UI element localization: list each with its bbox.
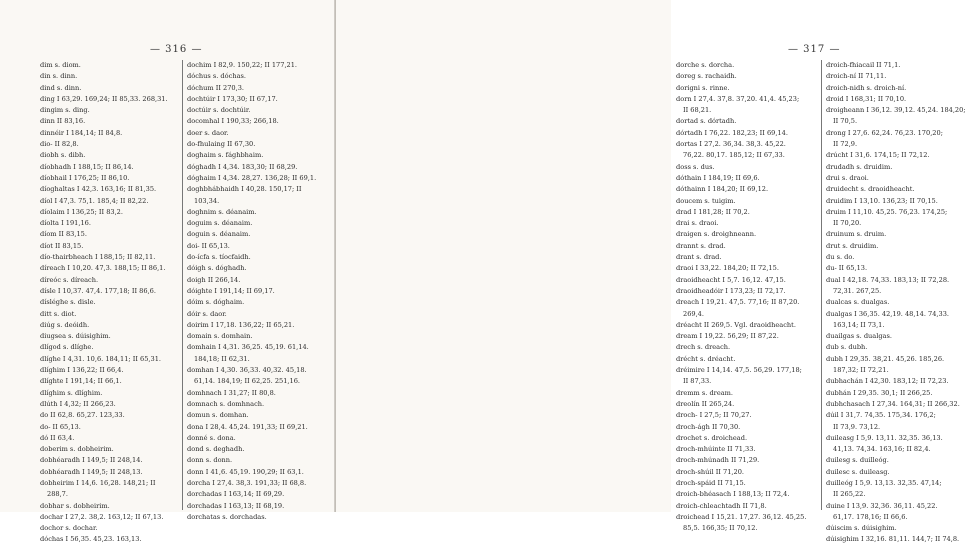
index-entry: dona I 28,4. 45,24. 191,33; II 69,21. — [187, 422, 308, 431]
index-entry: drad I 181,28; II 70,2. — [676, 207, 750, 216]
index-entry: diobh s. dibh. — [40, 151, 86, 160]
index-entry: dóchus s. dóchas. — [187, 72, 246, 81]
index-entry: díobhadh I 188,15; II 86,14. — [40, 162, 134, 171]
index-entry: 76,22. 80,17. 185,12; II 67,33. — [683, 151, 785, 160]
index-entry: drech s. dreach. — [676, 343, 731, 352]
index-entry: díreóc s. díreach. — [40, 275, 99, 284]
index-entry: duailgas s. dualgas. — [826, 332, 892, 341]
index-entry: dorn I 27,4. 37,8. 37,20. 41,4. 45,23; — [676, 94, 800, 103]
index-entry: díom II 83,15. — [40, 230, 87, 239]
index-entry: ding I 63,29. 169,24; II 85,33. 268,31. — [40, 94, 168, 103]
index-entry: domain s. domhain. — [187, 332, 253, 341]
index-entry: dío-thairbheach I 188,15; II 82,11. — [40, 253, 156, 262]
index-entry: dúiscim s. dúisighim. — [826, 524, 897, 533]
index-entry: dlíghe I 4,31. 10,6. 184,11; II 65,31. — [40, 354, 162, 363]
index-entry: 85,5. 166,35; II 70,12. — [683, 524, 758, 533]
index-column-left-1 — [40, 60, 177, 544]
index-entry: díreach I 10,20. 47,3. 188,15; II 86,1. — [40, 264, 166, 273]
page-number-right: — 317 — — [788, 44, 841, 55]
index-entry: dóighte I 191,14; II 69,17. — [187, 286, 275, 295]
index-entry: 184,18; II 62,31. — [194, 354, 250, 363]
index-entry: doguim s. déanaim. — [187, 219, 253, 228]
index-entry: dochar I 27,2. 38,2. 163,12; II 67,13. — [40, 512, 164, 521]
index-entry: II 68,21. — [683, 106, 712, 115]
index-entry: dualgas I 36,35. 42,19. 48,14. 74,33. — [826, 309, 950, 318]
index-entry: dréacht II 269,5. Vgl. draoidheacht. — [676, 320, 796, 329]
left-page — [0, 0, 335, 544]
index-entry: díoghaltas I 42,3. 163,16; II 81,35. — [40, 185, 157, 194]
index-entry: draoi I 33,22. 184,20; II 72,15. — [676, 264, 779, 273]
index-entry: diugsea s. dúisighim. — [40, 332, 111, 341]
index-entry: droch- I 27,5; II 70,27. — [676, 411, 752, 420]
index-entry: droichead I 15,21. 17,27. 36,12. 45,25. — [676, 512, 807, 521]
index-entry: 288,7. — [47, 490, 68, 499]
index-entry: dorche s. dorcha. — [676, 61, 735, 69]
index-entry: domhnach I 31,27; II 80,8. — [187, 388, 276, 397]
index-entry: dorigni s. rinne. — [676, 83, 730, 92]
index-entry: dream I 19,22. 56,29; II 87,22. — [676, 332, 779, 341]
index-entry: 41,13. 74,34. 163,16; II 82,4. — [833, 445, 931, 454]
index-entry: du s. do. — [826, 253, 855, 262]
index-entry: II 70,20. — [833, 219, 862, 228]
index-entry: dísléghe s. disle. — [40, 298, 96, 307]
index-entry: drui s. draoi. — [826, 173, 869, 182]
index-entry: duilleóg I 5,9. 13,13. 32,35. 47,14; — [826, 478, 942, 487]
index-entry: dúisighim I 32,16. 81,11. 144,7; II 74,8. — [826, 535, 960, 544]
index-entry: dingim s. ding. — [40, 106, 90, 115]
index-entry: dochim I 82,9. 150,22; II 177,21. — [187, 61, 298, 69]
index-entry: droich-chleachtadh II 71,8. — [676, 501, 767, 510]
index-entry: donn I 41,6. 45,19. 190,29; II 63,1. — [187, 467, 304, 476]
index-entry: dorcha I 27,4. 38,3. 191,33; II 68,8. — [187, 478, 307, 487]
index-entry: dremm s. dream. — [676, 388, 734, 397]
index-entry: dinnéir I 184,14; II 84,8. — [40, 128, 123, 137]
index-entry: ditt s. diot. — [40, 309, 77, 318]
index-entry: dísle I 10,37. 47,4. 177,18; II 86,6. — [40, 286, 156, 295]
index-entry: du- II 65,13. — [826, 264, 868, 273]
index-entry: droch-mhúnadh II 71,29. — [676, 456, 760, 465]
index-entry: droch-ágh II 70,30. — [676, 422, 741, 431]
index-entry: dual I 42,18. 74,33. 183,13; II 72,28. — [826, 275, 950, 284]
index-entry: 103,34. — [194, 196, 220, 205]
index-entry: 61,14. 184,19; II 62,25. 251,16. — [194, 377, 300, 386]
index-entry: druinum s. druim. — [826, 230, 887, 239]
right-page — [336, 0, 966, 544]
index-entry: drant s. drad. — [676, 253, 722, 262]
index-entry: doirim I 17,18. 136,22; II 65,21. — [187, 320, 295, 329]
index-entry: drochet s. droichead. — [676, 433, 748, 442]
index-entry: dochor s. dochar. — [40, 524, 98, 533]
index-entry: droich-nidh s. droich-ní. — [826, 83, 907, 92]
index-entry: dlígod s. dlíghe. — [40, 343, 94, 352]
index-entry: domhan I 4,30. 36,33. 40,32. 45,18. — [187, 366, 307, 375]
index-entry: díolaim I 136,25; II 83,2. — [40, 207, 123, 216]
index-entry: doucem s. tuigim. — [676, 196, 736, 205]
index-entry: duilesg s. duilleóg. — [826, 456, 889, 465]
index-entry: díol I 47,3. 75,1. 185,4; II 82,22. — [40, 196, 149, 205]
index-column-right-2 — [821, 60, 971, 544]
index-entry: 187,32; II 72,21. — [833, 366, 889, 375]
index-entry: droich-fhiacail II 71,1. — [826, 61, 901, 69]
index-entry: druim I 11,10. 45,25. 76,23. 174,25; — [826, 207, 948, 216]
index-entry: díolta I 191,16. — [40, 219, 91, 228]
index-entry: dubhchasach I 27,34. 164,31; II 266,32. — [826, 399, 960, 408]
index-entry: droich-ní II 71,11. — [826, 72, 887, 81]
index-entry: dóchum II 270,3. — [187, 83, 245, 92]
page-number-left: — 316 — — [150, 44, 203, 55]
index-entry: dortad s. dórtadh. — [676, 117, 737, 126]
index-entry: drécht s. dréacht. — [676, 354, 736, 363]
index-entry: druidecht s. draoidheacht. — [826, 185, 915, 194]
index-entry: doss s. dus. — [676, 162, 715, 171]
index-entry: domhain I 4,31. 36,25. 45,19. 61,14. — [187, 343, 309, 352]
index-entry: dóigh s. dóghadh. — [187, 264, 247, 273]
index-entry: dorchadas I 163,14; II 69,29. — [187, 490, 285, 499]
index-entry: dúil I 31,7. 74,35. 175,34. 176,2; — [826, 411, 936, 420]
index-entry: droch-spáid II 71,15. — [676, 478, 746, 487]
index-column-right-1 — [676, 60, 818, 533]
index-entry: drong I 27,6. 62,24. 76,23. 170,20; — [826, 128, 943, 137]
index-entry: 269,4. — [683, 309, 704, 318]
index-entry: dobhéaradh I 149,5; II 248,14. — [40, 456, 143, 465]
index-entry: duileasg I 5,9. 13,11. 32,35. 36,13. — [826, 433, 943, 442]
index-entry: dóir s. daor. — [187, 309, 227, 318]
index-entry: dlíghte I 191,14; II 66,1. — [40, 377, 122, 386]
index-entry: II 73,9. 73,12. — [833, 422, 881, 431]
index-entry: dréimire I 14,14. 47,5. 56,29. 177,18; — [676, 366, 802, 375]
index-entry: do II 62,8. 65,27. 123,33. — [40, 411, 125, 420]
index-entry: díobhail I 176,25; II 86,10. — [40, 173, 130, 182]
index-entry: dórtadh I 76,22. 182,23; II 69,14. — [676, 128, 788, 137]
index-entry: dubhachán I 42,30. 183,12; II 72,23. — [826, 377, 949, 386]
index-entry: dóchas I 56,35. 45,23. 163,13. — [40, 535, 142, 544]
index-entry: dochtúir I 173,30; II 67,17. — [187, 94, 278, 103]
index-entry: dóthain I 184,19; II 69,6. — [676, 173, 760, 182]
index-entry: draigen s. droighneann. — [676, 230, 757, 239]
index-entry: dreach I 19,21. 47,5. 77,16; II 87,20. — [676, 298, 800, 307]
index-entry: droich-bhéasach I 188,13; II 72,4. — [676, 490, 790, 499]
index-entry: domnach s. domhnach. — [187, 399, 265, 408]
index-entry: II 265,22. — [833, 490, 866, 499]
index-entry: dubh I 29,35. 38,21. 45,26. 185,26. — [826, 354, 945, 363]
index-entry: do-ícfa s. tíocfaidh. — [187, 253, 251, 262]
index-entry: doigh II 266,14. — [187, 275, 241, 284]
index-entry: dobhar s. dobheirim. — [40, 501, 110, 510]
index-entry: dinn II 83,16. — [40, 117, 86, 126]
index-entry: dóim s. dóghaim. — [187, 298, 245, 307]
index-entry: II 70,5. — [833, 117, 858, 126]
index-entry: do- II 65,13. — [40, 422, 81, 431]
index-entry: dorchatas s. dorchadas. — [187, 512, 267, 521]
index-entry: droch-shúil II 71,20. — [676, 467, 744, 476]
index-entry: dorchadas I 163,13; II 68,19. — [187, 501, 285, 510]
index-entry: dó II 63,4. — [40, 433, 75, 442]
index-entry: doer s. daor. — [187, 128, 229, 137]
index-entry: dlíghim I 136,22; II 66,4. — [40, 366, 124, 375]
index-entry: II 87,33. — [683, 377, 712, 386]
index-column-left-2 — [182, 60, 335, 521]
index-entry: domun s. domhan. — [187, 411, 249, 420]
index-entry: din s. dinn. — [40, 72, 78, 81]
index-entry: dobheirim I 14,6. 16,28. 148,21; II — [40, 478, 156, 487]
index-entry: dlúth I 4,32; II 266,23. — [40, 399, 116, 408]
index-entry: doghnim s. déanaim. — [187, 207, 257, 216]
index-entry: duine I 13,9. 32,36. 36,11. 45,22. — [826, 501, 938, 510]
index-entry: donné s. dona. — [187, 433, 236, 442]
index-entry: droch-mhúinte II 71,33. — [676, 445, 756, 454]
index-entry: II 72,9. — [833, 140, 858, 149]
index-entry: doi- II 65,13. — [187, 241, 230, 250]
index-entry: dond s. deghadh. — [187, 445, 245, 454]
index-entry: dind s. dinn. — [40, 83, 82, 92]
index-entry: drannt s. drad. — [676, 241, 726, 250]
index-entry: doghaim s. fághbhaim. — [187, 151, 264, 160]
index-entry: dóghadh I 4,34. 183,30; II 68,29. — [187, 162, 298, 171]
index-entry: draoidheacht I 5,7. 16,12. 47,15. — [676, 275, 786, 284]
index-entry: drúcht I 31,6. 174,15; II 72,12. — [826, 151, 930, 160]
index-entry: droigheann I 36,12. 39,12. 45,24. 184,20; — [826, 106, 966, 115]
index-entry: doreg s. rachaidh. — [676, 72, 737, 81]
index-entry: 72,31. 267,25. — [833, 286, 882, 295]
index-entry: draoidheadóir I 173,23; II 72,17. — [676, 286, 786, 295]
index-entry: duilesc s. duileasg. — [826, 467, 890, 476]
index-entry: donn s. donn. — [187, 456, 233, 465]
index-entry: dobhéaradh I 149,5; II 248,13. — [40, 467, 143, 476]
index-entry: do-fhulaing II 67,30. — [187, 140, 256, 149]
index-entry: dreolín II 265,24. — [676, 399, 735, 408]
index-entry: drudadh s. druidim. — [826, 162, 893, 171]
index-entry: dub s. dubh. — [826, 343, 868, 352]
index-entry: doctúir s. dochtúir. — [187, 106, 251, 115]
index-entry: druidim I 13,10. 136,23; II 70,15. — [826, 196, 938, 205]
index-entry: 61,17. 178,16; II 66,6. — [833, 512, 908, 521]
index-entry: doguin s. déanaim. — [187, 230, 251, 239]
index-entry: dubhán I 29,35. 30,1; II 266,25. — [826, 388, 933, 397]
index-entry: dóghaim I 4,34. 28,27. 136,28; II 69,1. — [187, 173, 317, 182]
index-entry: dim s. diom. — [40, 61, 81, 69]
index-entry: drai s. draoi. — [676, 219, 719, 228]
index-entry: dóthainn I 184,20; II 69,12. — [676, 185, 769, 194]
index-entry: docomhal I 190,33; 266,18. — [187, 117, 279, 126]
index-entry: doberim s. dobheirim. — [40, 445, 114, 454]
index-entry: dortas I 27,2. 36,34. 38,3. 45,22. — [676, 140, 786, 149]
index-entry: dio- II 82,8. — [40, 140, 79, 149]
index-entry: dualcas s. dualgas. — [826, 298, 890, 307]
index-entry: diúg s. deóidh. — [40, 320, 90, 329]
index-entry: drut s. druidim. — [826, 241, 879, 250]
index-entry: droid I 168,31; II 70,10. — [826, 94, 907, 103]
index-entry: díot II 83,15. — [40, 241, 84, 250]
index-entry: 163,14; II 73,1. — [833, 320, 885, 329]
index-entry: dlíghim s. dlíghim. — [40, 388, 103, 397]
index-entry: doghbhábhaidh I 40,28. 150,17; II — [187, 185, 302, 194]
